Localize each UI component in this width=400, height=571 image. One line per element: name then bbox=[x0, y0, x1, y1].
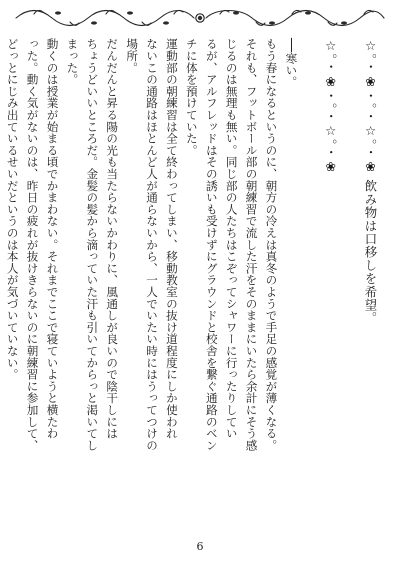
chapter-title: ☆。・❀・。・☆。・❀ 飲み物は口移しを希望。 bbox=[363, 38, 378, 325]
text-line: った。動く気がないのは、昨日の疲れが抜けきらないのに朝練習に参加して、 bbox=[25, 38, 40, 451]
vertical-text-body bbox=[5, 38, 380, 508]
text-line: だんだんと昇る陽の光も当たらないかわりに、風通しが良いので陰干しには bbox=[105, 38, 120, 440]
text-line: ちょうどいいところだ。金髪の髪から滴っていた汗も引いてからっと渇いてし bbox=[85, 38, 100, 451]
blank-line bbox=[340, 38, 360, 508]
text-line: 場所。 bbox=[125, 38, 140, 74]
text-line: それも、フットボール部の朝練習で流した汗をそのままにいたら余計にそう感 bbox=[244, 38, 259, 451]
text-line: もう春になるというのに、朝方の冷えは真冬のようで手足の感覚が薄くなる。 bbox=[264, 38, 279, 451]
text-line: 動くのは授業が始まる頃でかまわない。それまでここで寝ていようと横たわ bbox=[45, 38, 60, 440]
text-line: まった。 bbox=[65, 38, 80, 86]
chapter-title-closing-ornament: ☆。・❀・。・☆。・❀ bbox=[323, 38, 339, 175]
text-line: じるのは無理も無い。同じ部の人たちはこぞってシャワーに行ったりしてい bbox=[224, 38, 239, 440]
decorative-vine-border bbox=[14, 6, 386, 30]
text-line: るが、アルフレッドはその誘いも受けずにグラウンドと校舎を繋ぐ通路のベン bbox=[204, 38, 219, 451]
text-line: どっとにじみ出ているせいだというのは本人が気づいていない。 bbox=[5, 38, 20, 381]
text-line: ──寒い。 bbox=[284, 38, 299, 88]
text-line: チに体を預けていた。 bbox=[184, 38, 199, 156]
blank-line bbox=[300, 38, 320, 508]
text-line: ないこの通路はほとんど人が通らないから、一人でいたい時にはうってつけの bbox=[145, 38, 160, 451]
page-number: 6 bbox=[196, 540, 204, 553]
text-line: 運動部の朝練習は全て終わってしまい、移動教室の抜け道程度にしか使われ bbox=[164, 38, 179, 440]
